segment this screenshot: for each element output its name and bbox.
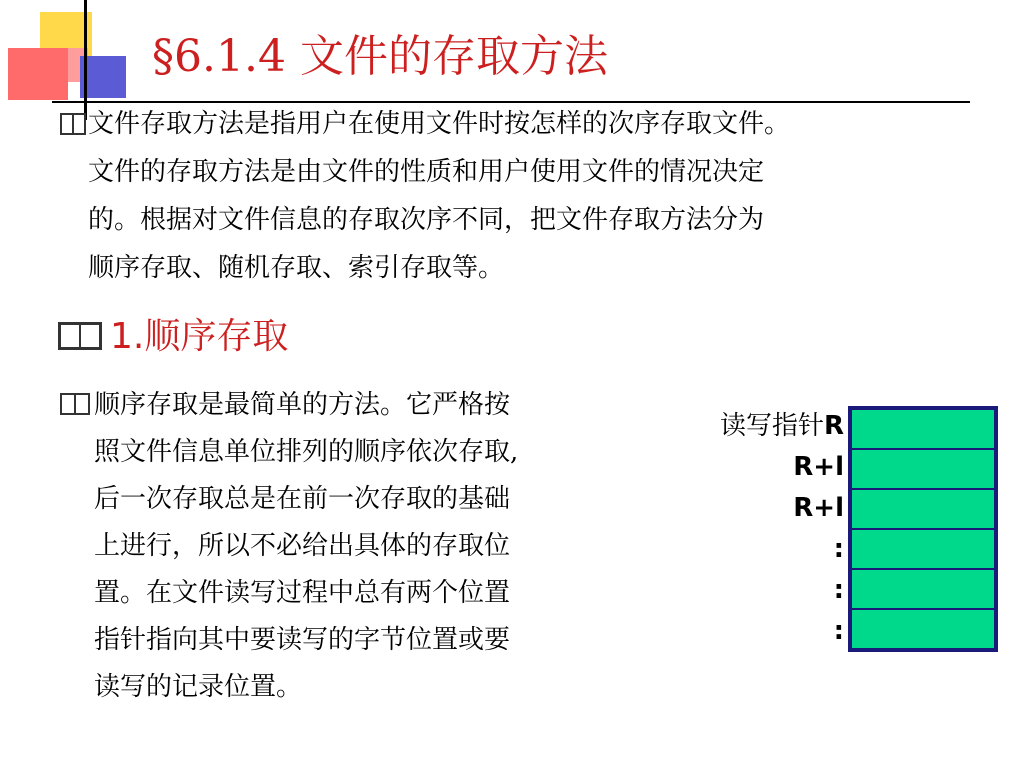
record-cell [852, 610, 994, 648]
pointer-label-cn: 读写指针 [719, 411, 824, 441]
row-label: : [833, 616, 844, 646]
pointer-label-r: R [823, 411, 844, 441]
body-line: 顺序存取是最简单的方法。它严格按 [94, 390, 511, 420]
row-label: R+l [793, 452, 844, 482]
record-cells [848, 406, 998, 652]
book-icon [58, 322, 102, 350]
record-cell [852, 530, 994, 568]
pointer-label [660, 406, 844, 447]
intro-line: 顺序存取、随机存取、索引存取等。 [88, 253, 505, 283]
record-cell [852, 450, 994, 488]
intro-line: 的。根据对文件信息的存取次序不同，把文件存取方法分为 [88, 205, 765, 235]
intro-line: 文件存取方法是指用户在使用文件时按怎样的次序存取文件。 [88, 109, 791, 139]
pointer-labels [660, 406, 844, 652]
body-line: 照文件信息单位排列的顺序依次存取, [94, 437, 519, 467]
slide-title: §6.1.4 文件的存取方法 [152, 31, 608, 82]
section-title: 顺序存取 [144, 316, 289, 357]
record-cell [852, 410, 994, 448]
record-cell [852, 570, 994, 608]
body-paragraph [60, 382, 660, 711]
body-line: 读写的记录位置。 [94, 672, 303, 702]
record-cell [852, 490, 994, 528]
intro-paragraph [60, 100, 990, 292]
section-heading [110, 308, 288, 359]
section-number: 1. [110, 316, 145, 357]
row-label: R+l [793, 493, 844, 523]
body-line: 置。在文件读写过程中总有两个位置 [94, 578, 511, 608]
body-line: 指针指向其中要读写的字节位置或要 [94, 625, 511, 655]
intro-line: 文件的存取方法是由文件的性质和用户使用文件的情况决定 [88, 157, 765, 187]
body-line: 上进行，所以不必给出具体的存取位 [94, 531, 511, 561]
row-label: : [833, 534, 844, 564]
row-label: : [833, 575, 844, 605]
decor-red-square [8, 48, 68, 100]
body-line: 后一次存取总是在前一次存取的基础 [94, 484, 511, 514]
